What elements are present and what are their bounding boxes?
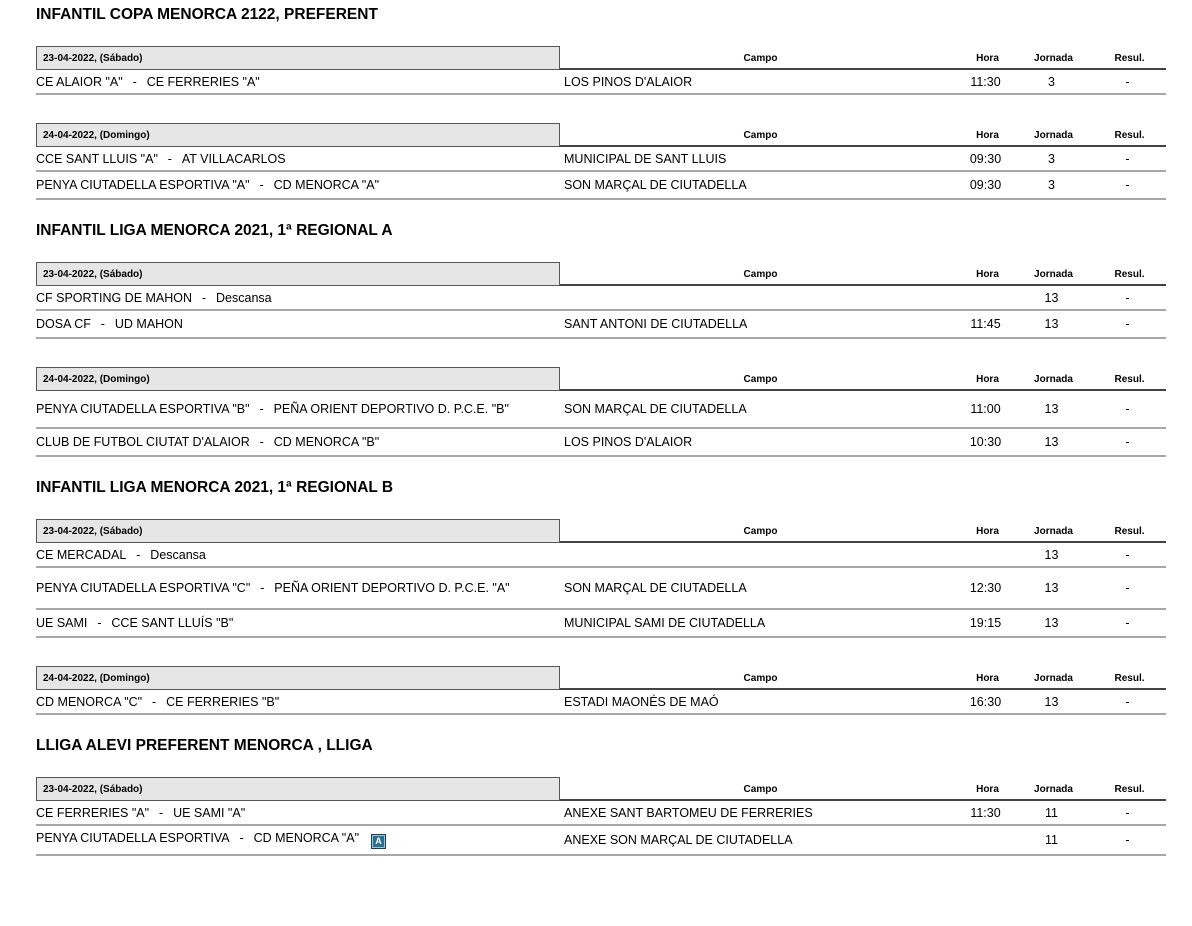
- match-resul: -: [1089, 311, 1166, 339]
- match-hora: 11:45: [957, 311, 1014, 339]
- resul-header: Resul.: [1089, 777, 1166, 801]
- match-jornada: 13: [1014, 311, 1089, 339]
- match-resul: -: [1089, 391, 1166, 429]
- resul-header: Resul.: [1089, 519, 1166, 543]
- match-jornada: 3: [1014, 70, 1089, 95]
- hora-header: Hora: [957, 367, 1014, 391]
- match-jornada: 13: [1014, 391, 1089, 429]
- match-campo: [560, 286, 957, 311]
- match-jornada: 13: [1014, 610, 1089, 638]
- match-resul: -: [1089, 826, 1166, 856]
- day-table: [36, 262, 1166, 339]
- date-header: 24-04-2022, (Domingo): [36, 123, 560, 147]
- jornada-header: Jornada: [1014, 777, 1089, 801]
- match-campo: ANEXE SON MARÇAL DE CIUTADELLA: [560, 826, 957, 856]
- acta-icon[interactable]: A: [371, 834, 386, 849]
- match-campo: MUNICIPAL SAMI DE CIUTADELLA: [560, 610, 957, 638]
- jornada-header: Jornada: [1014, 46, 1089, 70]
- match-hora: 19:15: [957, 610, 1014, 638]
- match-teams[interactable]: PENYA CIUTADELLA ESPORTIVA "A" - CD MENORCA "A": [36, 172, 560, 200]
- jornada-header: Jornada: [1014, 123, 1089, 147]
- hora-header: Hora: [957, 519, 1014, 543]
- match-campo: SANT ANTONI DE CIUTADELLA: [560, 311, 957, 339]
- match-jornada: 13: [1014, 690, 1089, 715]
- match-jornada: 3: [1014, 147, 1089, 172]
- match-teams[interactable]: PENYA CIUTADELLA ESPORTIVA "C" - PEÑA ORIENT DEPORTIVO D. P.C.E. "A": [36, 568, 560, 610]
- match-hora: 11:30: [957, 70, 1014, 95]
- match-row[interactable]: [36, 801, 1166, 826]
- match-row[interactable]: [36, 543, 1166, 568]
- match-resul: -: [1089, 172, 1166, 200]
- match-hora: 10:30: [957, 429, 1014, 457]
- day-table: [36, 46, 1166, 95]
- day-table: [36, 123, 1166, 200]
- match-row[interactable]: [36, 826, 1166, 856]
- match-campo: MUNICIPAL DE SANT LLUIS: [560, 147, 957, 172]
- resul-header: Resul.: [1089, 46, 1166, 70]
- hora-header: Hora: [957, 777, 1014, 801]
- match-hora: 09:30: [957, 147, 1014, 172]
- match-resul: -: [1089, 690, 1166, 715]
- match-row[interactable]: [36, 172, 1166, 200]
- match-jornada: 13: [1014, 429, 1089, 457]
- match-teams[interactable]: CD MENORCA "C" - CE FERRERIES "B": [36, 690, 560, 715]
- match-resul: -: [1089, 610, 1166, 638]
- resul-header: Resul.: [1089, 123, 1166, 147]
- competition-section: [36, 735, 1192, 856]
- match-row[interactable]: [36, 391, 1166, 429]
- match-row[interactable]: [36, 610, 1166, 638]
- competition-title: INFANTIL LIGA MENORCA 2021, 1ª REGIONAL B: [36, 479, 394, 496]
- competition-section: [36, 477, 1192, 715]
- resul-header: Resul.: [1089, 262, 1166, 286]
- match-teams[interactable]: PENYA CIUTADELLA ESPORTIVA "B" - PEÑA ORIENT DEPORTIVO D. P.C.E. "B": [36, 391, 560, 429]
- day-table: [36, 777, 1166, 856]
- campo-header: Campo: [560, 46, 957, 70]
- match-teams[interactable]: CE MERCADAL - Descansa: [36, 543, 560, 568]
- match-campo: ESTADI MAONÉS DE MAÓ: [560, 690, 957, 715]
- match-teams[interactable]: CE FERRERIES "A" - UE SAMI "A": [36, 801, 560, 826]
- match-resul: -: [1089, 801, 1166, 826]
- match-row[interactable]: [36, 568, 1166, 610]
- match-row[interactable]: [36, 690, 1166, 715]
- match-teams[interactable]: PENYA CIUTADELLA ESPORTIVA - CD MENORCA "A" A: [36, 826, 560, 856]
- hora-header: Hora: [957, 262, 1014, 286]
- campo-header: Campo: [560, 262, 957, 286]
- match-jornada: 11: [1014, 826, 1089, 856]
- match-hora: 16:30: [957, 690, 1014, 715]
- match-teams[interactable]: UE SAMI - CCE SANT LLUÍS "B": [36, 610, 560, 638]
- match-hora: [957, 826, 1014, 856]
- match-campo: SON MARÇAL DE CIUTADELLA: [560, 391, 957, 429]
- match-hora: 12:30: [957, 568, 1014, 610]
- competition-section: [36, 220, 1192, 457]
- match-teams[interactable]: DOSA CF - UD MAHON: [36, 311, 560, 339]
- match-hora: [957, 286, 1014, 311]
- campo-header: Campo: [560, 777, 957, 801]
- match-resul: -: [1089, 70, 1166, 95]
- hora-header: Hora: [957, 666, 1014, 690]
- resul-header: Resul.: [1089, 666, 1166, 690]
- match-row[interactable]: [36, 147, 1166, 172]
- match-resul: -: [1089, 568, 1166, 610]
- match-campo: SON MARÇAL DE CIUTADELLA: [560, 172, 957, 200]
- match-campo: LOS PINOS D'ALAIOR: [560, 70, 957, 95]
- jornada-header: Jornada: [1014, 262, 1089, 286]
- match-jornada: 13: [1014, 568, 1089, 610]
- jornada-header: Jornada: [1014, 666, 1089, 690]
- match-teams[interactable]: CCE SANT LLUIS "A" - AT VILLACARLOS: [36, 147, 560, 172]
- campo-header: Campo: [560, 666, 957, 690]
- match-jornada: 13: [1014, 543, 1089, 568]
- match-row[interactable]: [36, 429, 1166, 457]
- match-jornada: 13: [1014, 286, 1089, 311]
- hora-header: Hora: [957, 46, 1014, 70]
- date-header: 23-04-2022, (Sábado): [36, 262, 560, 286]
- competition-title: INFANTIL LIGA MENORCA 2021, 1ª REGIONAL A: [36, 222, 393, 239]
- campo-header: Campo: [560, 519, 957, 543]
- match-teams[interactable]: CLUB DE FUTBOL CIUTAT D'ALAIOR - CD MENORCA "B": [36, 429, 560, 457]
- competition-title: LLIGA ALEVI PREFERENT MENORCA , LLIGA: [36, 737, 373, 754]
- match-jornada: 3: [1014, 172, 1089, 200]
- match-teams[interactable]: CF SPORTING DE MAHON - Descansa: [36, 286, 560, 311]
- date-header: 24-04-2022, (Domingo): [36, 666, 560, 690]
- resul-header: Resul.: [1089, 367, 1166, 391]
- day-table: [36, 666, 1166, 715]
- jornada-header: Jornada: [1014, 367, 1089, 391]
- hora-header: Hora: [957, 123, 1014, 147]
- date-header: 23-04-2022, (Sábado): [36, 777, 560, 801]
- match-resul: -: [1089, 543, 1166, 568]
- match-hora: 11:30: [957, 801, 1014, 826]
- match-resul: -: [1089, 286, 1166, 311]
- match-hora: 09:30: [957, 172, 1014, 200]
- jornada-header: Jornada: [1014, 519, 1089, 543]
- match-campo: SON MARÇAL DE CIUTADELLA: [560, 568, 957, 610]
- competition-section: [36, 4, 1192, 200]
- match-jornada: 11: [1014, 801, 1089, 826]
- day-table: [36, 367, 1166, 457]
- campo-header: Campo: [560, 123, 957, 147]
- match-campo: ANEXE SANT BARTOMEU DE FERRERIES: [560, 801, 957, 826]
- day-table: [36, 519, 1166, 638]
- match-resul: -: [1089, 147, 1166, 172]
- match-campo: LOS PINOS D'ALAIOR: [560, 429, 957, 457]
- match-teams[interactable]: CE ALAIOR "A" - CE FERRERIES "A": [36, 70, 560, 95]
- competition-title: INFANTIL COPA MENORCA 2122, PREFERENT: [36, 6, 378, 23]
- date-header: 23-04-2022, (Sábado): [36, 519, 560, 543]
- match-row[interactable]: [36, 311, 1166, 339]
- date-header: 24-04-2022, (Domingo): [36, 367, 560, 391]
- match-hora: [957, 543, 1014, 568]
- campo-header: Campo: [560, 367, 957, 391]
- date-header: 23-04-2022, (Sábado): [36, 46, 560, 70]
- match-row[interactable]: [36, 286, 1166, 311]
- match-hora: 11:00: [957, 391, 1014, 429]
- match-campo: [560, 543, 957, 568]
- match-row[interactable]: [36, 70, 1166, 95]
- match-resul: -: [1089, 429, 1166, 457]
